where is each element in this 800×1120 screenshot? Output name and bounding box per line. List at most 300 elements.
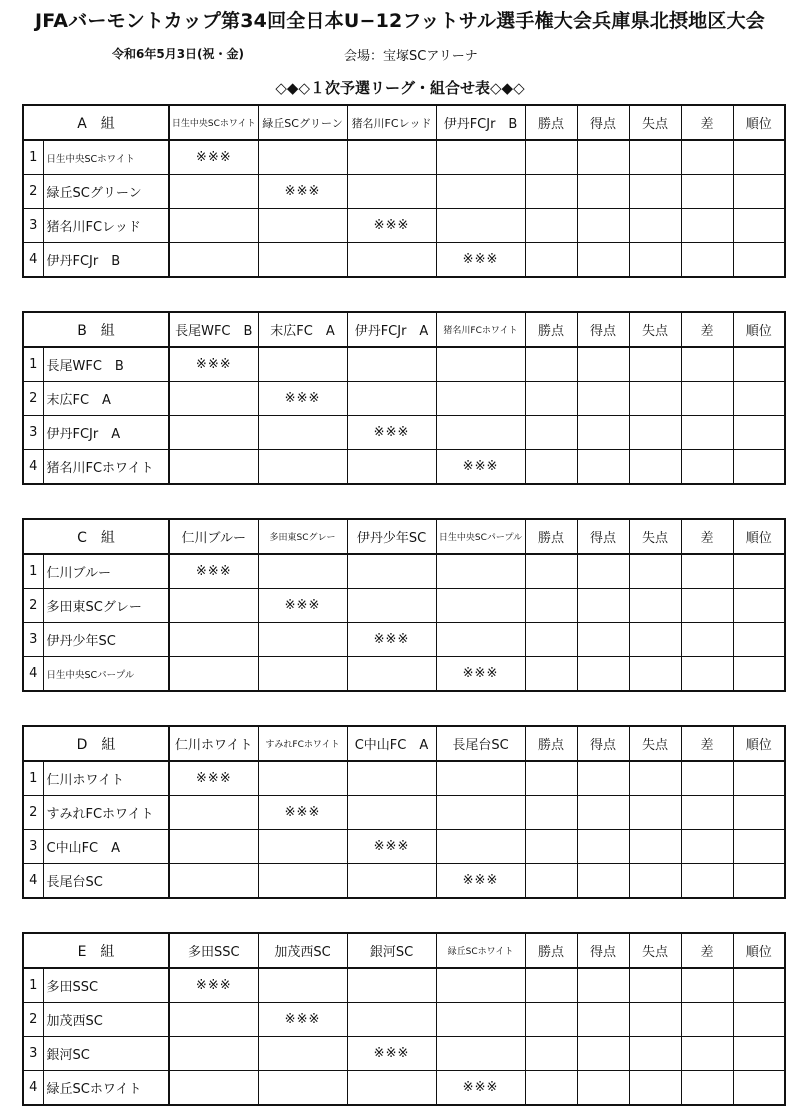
stat-cell [629, 140, 681, 175]
result-cell [258, 1071, 347, 1106]
stat-cell [629, 864, 681, 899]
stat-header: 得点 [577, 519, 629, 554]
stat-header: 勝点 [525, 933, 577, 968]
diagonal-mark: ※※※ [258, 382, 347, 416]
stat-cell [733, 623, 785, 657]
stat-cell [629, 175, 681, 209]
team-number: 3 [23, 623, 43, 657]
result-cell [258, 761, 347, 796]
stat-cell [525, 1037, 577, 1071]
result-cell [347, 243, 436, 278]
stat-cell [681, 657, 733, 692]
table-row [23, 347, 785, 382]
result-cell [436, 382, 525, 416]
team-name: 仁川ブルー [43, 554, 169, 589]
diagonal-mark: ※※※ [258, 796, 347, 830]
stat-header: 勝点 [525, 519, 577, 554]
result-cell [347, 175, 436, 209]
stat-cell [525, 243, 577, 278]
table-row [23, 1003, 785, 1037]
team-name: 仁川ホワイト [43, 761, 169, 796]
stat-cell [577, 209, 629, 243]
stat-cell [681, 416, 733, 450]
diagonal-mark: ※※※ [169, 554, 258, 589]
table-row [23, 416, 785, 450]
stat-cell [733, 864, 785, 899]
stat-header: 失点 [629, 726, 681, 761]
result-cell [436, 416, 525, 450]
diagonal-mark: ※※※ [169, 140, 258, 175]
opponent-header: 伊丹FCJr A [347, 312, 436, 347]
stat-cell [577, 382, 629, 416]
team-number: 2 [23, 175, 43, 209]
stat-cell [525, 416, 577, 450]
opponent-header: 日生中央SCパープル [436, 519, 525, 554]
stat-cell [525, 657, 577, 692]
stat-cell [681, 1003, 733, 1037]
group-label: A 組 [23, 105, 169, 140]
stat-cell [733, 416, 785, 450]
stat-cell [733, 589, 785, 623]
stat-cell [525, 140, 577, 175]
stat-cell [525, 382, 577, 416]
stat-header: 差 [681, 312, 733, 347]
result-cell [169, 243, 258, 278]
result-cell [169, 175, 258, 209]
result-cell [258, 554, 347, 589]
opponent-header: 銀河SC [347, 933, 436, 968]
group-d-table [22, 725, 786, 899]
result-cell [169, 796, 258, 830]
result-cell [169, 589, 258, 623]
result-cell [169, 1071, 258, 1106]
result-cell [258, 830, 347, 864]
table-row [23, 864, 785, 899]
stat-cell [733, 243, 785, 278]
stat-cell [681, 864, 733, 899]
stat-cell [525, 968, 577, 1003]
stat-header: 勝点 [525, 726, 577, 761]
table-row [23, 623, 785, 657]
team-number: 3 [23, 830, 43, 864]
result-cell [347, 1003, 436, 1037]
stat-cell [681, 796, 733, 830]
stat-cell [577, 175, 629, 209]
team-number: 1 [23, 554, 43, 589]
result-cell [436, 175, 525, 209]
stat-header: 順位 [733, 519, 785, 554]
team-number: 4 [23, 450, 43, 485]
stat-cell [681, 347, 733, 382]
team-number: 2 [23, 796, 43, 830]
team-name: 日生中央SCパープル [43, 657, 169, 692]
opponent-header: 猪名川FCレッド [347, 105, 436, 140]
result-cell [347, 554, 436, 589]
group-header-row [23, 312, 785, 347]
result-cell [347, 761, 436, 796]
opponent-header: 緑丘SCグリーン [258, 105, 347, 140]
result-cell [347, 864, 436, 899]
team-number: 1 [23, 761, 43, 796]
stat-cell [577, 347, 629, 382]
event-venue: 会場：宝塚SCアリーナ [344, 49, 478, 64]
group-header-row [23, 726, 785, 761]
diagonal-mark: ※※※ [436, 864, 525, 899]
stat-cell [525, 623, 577, 657]
team-name: C中山FC A [43, 830, 169, 864]
stat-cell [733, 382, 785, 416]
result-cell [169, 1037, 258, 1071]
diagonal-mark: ※※※ [258, 175, 347, 209]
stat-cell [733, 761, 785, 796]
result-cell [258, 1037, 347, 1071]
stat-cell [629, 968, 681, 1003]
team-name: すみれFCホワイト [43, 796, 169, 830]
team-number: 4 [23, 864, 43, 899]
team-name: 銀河SC [43, 1037, 169, 1071]
result-cell [258, 209, 347, 243]
team-name: 猪名川FCレッド [43, 209, 169, 243]
team-number: 1 [23, 140, 43, 175]
group-e-table [22, 932, 786, 1106]
result-cell [169, 657, 258, 692]
stat-header: 失点 [629, 933, 681, 968]
stat-cell [733, 175, 785, 209]
group-b-table [22, 311, 786, 485]
diagonal-mark: ※※※ [347, 623, 436, 657]
team-number: 3 [23, 416, 43, 450]
team-name: 多田SSC [43, 968, 169, 1003]
result-cell [258, 657, 347, 692]
stat-cell [629, 1071, 681, 1106]
table-row [23, 589, 785, 623]
stat-header: 得点 [577, 312, 629, 347]
diagonal-mark: ※※※ [258, 1003, 347, 1037]
diagonal-mark: ※※※ [169, 968, 258, 1003]
result-cell [169, 382, 258, 416]
stat-cell [577, 864, 629, 899]
table-row [23, 554, 785, 589]
stat-cell [733, 1003, 785, 1037]
team-name: 伊丹FCJr A [43, 416, 169, 450]
stat-cell [733, 450, 785, 485]
diagonal-mark: ※※※ [347, 416, 436, 450]
table-row [23, 450, 785, 485]
result-cell [347, 968, 436, 1003]
opponent-header: 末広FC A [258, 312, 347, 347]
stat-cell [525, 554, 577, 589]
stat-cell [629, 1037, 681, 1071]
stat-cell [577, 623, 629, 657]
team-name: 緑丘SCホワイト [43, 1071, 169, 1106]
opponent-header: 伊丹FCJr B [436, 105, 525, 140]
team-number: 4 [23, 1071, 43, 1106]
team-number: 3 [23, 1037, 43, 1071]
group-header-row [23, 519, 785, 554]
table-row [23, 761, 785, 796]
result-cell [347, 347, 436, 382]
team-number: 4 [23, 657, 43, 692]
team-number: 2 [23, 589, 43, 623]
result-cell [436, 1037, 525, 1071]
result-cell [169, 209, 258, 243]
team-number: 2 [23, 382, 43, 416]
result-cell [347, 1071, 436, 1106]
group-a-table [22, 104, 786, 278]
stat-cell [629, 761, 681, 796]
stat-cell [525, 589, 577, 623]
stat-cell [629, 382, 681, 416]
opponent-header: 多田東SCグレー [258, 519, 347, 554]
group-label: D 組 [23, 726, 169, 761]
result-cell [258, 623, 347, 657]
stat-cell [733, 968, 785, 1003]
result-cell [347, 140, 436, 175]
result-cell [258, 450, 347, 485]
stat-header: 差 [681, 726, 733, 761]
result-cell [436, 830, 525, 864]
stat-header: 順位 [733, 105, 785, 140]
table-row [23, 968, 785, 1003]
stat-cell [733, 554, 785, 589]
table-row [23, 796, 785, 830]
table-row [23, 1037, 785, 1071]
stat-cell [629, 830, 681, 864]
stat-cell [577, 761, 629, 796]
table-row [23, 830, 785, 864]
stat-cell [733, 1037, 785, 1071]
stat-cell [681, 589, 733, 623]
stat-cell [577, 657, 629, 692]
opponent-header: 長尾台SC [436, 726, 525, 761]
result-cell [169, 623, 258, 657]
stat-cell [577, 796, 629, 830]
diagonal-mark: ※※※ [436, 243, 525, 278]
stat-cell [681, 382, 733, 416]
stat-cell [681, 623, 733, 657]
stat-cell [577, 243, 629, 278]
opponent-header: 加茂西SC [258, 933, 347, 968]
opponent-header: すみれFCホワイト [258, 726, 347, 761]
stat-cell [681, 830, 733, 864]
team-name: 加茂西SC [43, 1003, 169, 1037]
team-name: 日生中央SCホワイト [43, 140, 169, 175]
stat-cell [681, 175, 733, 209]
stat-cell [577, 589, 629, 623]
stat-cell [577, 140, 629, 175]
stat-cell [525, 450, 577, 485]
stat-cell [577, 554, 629, 589]
stat-cell [525, 175, 577, 209]
stat-cell [629, 243, 681, 278]
table-row [23, 243, 785, 278]
result-cell [169, 864, 258, 899]
result-cell [258, 416, 347, 450]
result-cell [436, 796, 525, 830]
result-cell [436, 554, 525, 589]
stat-cell [525, 796, 577, 830]
result-cell [436, 968, 525, 1003]
stat-cell [681, 554, 733, 589]
stat-cell [681, 968, 733, 1003]
result-cell [169, 1003, 258, 1037]
result-cell [258, 243, 347, 278]
result-cell [169, 450, 258, 485]
group-label: E 組 [23, 933, 169, 968]
stat-cell [577, 1071, 629, 1106]
team-number: 1 [23, 968, 43, 1003]
stat-cell [629, 209, 681, 243]
stat-cell [525, 830, 577, 864]
team-name: 末広FC A [43, 382, 169, 416]
result-cell [347, 450, 436, 485]
stat-cell [629, 657, 681, 692]
opponent-header: 仁川ホワイト [169, 726, 258, 761]
table-row [23, 382, 785, 416]
stat-cell [681, 1071, 733, 1106]
stat-header: 差 [681, 519, 733, 554]
opponent-header: 仁川ブルー [169, 519, 258, 554]
result-cell [436, 623, 525, 657]
stat-cell [629, 623, 681, 657]
team-number: 3 [23, 209, 43, 243]
stat-cell [681, 209, 733, 243]
stat-cell [733, 796, 785, 830]
stat-header: 差 [681, 105, 733, 140]
stat-header: 差 [681, 933, 733, 968]
opponent-header: 多田SSC [169, 933, 258, 968]
stat-cell [681, 1037, 733, 1071]
group-c-table [22, 518, 786, 692]
stat-cell [525, 761, 577, 796]
team-number: 2 [23, 1003, 43, 1037]
diagonal-mark: ※※※ [347, 830, 436, 864]
stat-cell [525, 1071, 577, 1106]
diagonal-mark: ※※※ [258, 589, 347, 623]
stat-cell [629, 1003, 681, 1037]
result-cell [436, 347, 525, 382]
stat-cell [629, 416, 681, 450]
result-cell [347, 796, 436, 830]
stat-cell [525, 1003, 577, 1037]
stat-cell [629, 347, 681, 382]
diagonal-mark: ※※※ [436, 450, 525, 485]
stat-cell [629, 450, 681, 485]
team-name: 多田東SCグレー [43, 589, 169, 623]
team-name: 緑丘SCグリーン [43, 175, 169, 209]
stat-cell [525, 864, 577, 899]
stat-header: 勝点 [525, 312, 577, 347]
group-header-row [23, 105, 785, 140]
stat-cell [577, 968, 629, 1003]
stat-cell [525, 347, 577, 382]
diagonal-mark: ※※※ [436, 1071, 525, 1106]
stat-cell [629, 796, 681, 830]
result-cell [347, 657, 436, 692]
result-cell [436, 209, 525, 243]
opponent-header: 猪名川FCホワイト [436, 312, 525, 347]
result-cell [436, 140, 525, 175]
diagonal-mark: ※※※ [347, 1037, 436, 1071]
team-name: 伊丹FCJr B [43, 243, 169, 278]
table-row [23, 657, 785, 692]
opponent-header: 伊丹少年SC [347, 519, 436, 554]
team-name: 伊丹少年SC [43, 623, 169, 657]
result-cell [169, 830, 258, 864]
result-cell [347, 382, 436, 416]
group-label: B 組 [23, 312, 169, 347]
team-name: 長尾台SC [43, 864, 169, 899]
result-cell [169, 416, 258, 450]
result-cell [258, 140, 347, 175]
opponent-header: 長尾WFC B [169, 312, 258, 347]
table-row [23, 1071, 785, 1106]
stat-cell [577, 1037, 629, 1071]
stat-cell [681, 450, 733, 485]
stat-cell [733, 209, 785, 243]
team-number: 4 [23, 243, 43, 278]
result-cell [436, 1003, 525, 1037]
stat-cell [733, 347, 785, 382]
stat-header: 順位 [733, 726, 785, 761]
stat-cell [629, 554, 681, 589]
stat-cell [577, 830, 629, 864]
stat-header: 得点 [577, 726, 629, 761]
stat-cell [525, 209, 577, 243]
diagonal-mark: ※※※ [169, 347, 258, 382]
stat-cell [733, 1071, 785, 1106]
stat-cell [733, 140, 785, 175]
stat-cell [629, 589, 681, 623]
team-name: 長尾WFC B [43, 347, 169, 382]
stat-cell [577, 416, 629, 450]
section-subtitle: ◇◆◇１次予選リーグ・組合せ表◇◆◇ [275, 79, 525, 97]
stat-cell [681, 243, 733, 278]
stat-header: 順位 [733, 312, 785, 347]
group-label: C 組 [23, 519, 169, 554]
team-name: 猪名川FCホワイト [43, 450, 169, 485]
stat-header: 失点 [629, 312, 681, 347]
stat-header: 勝点 [525, 105, 577, 140]
stat-header: 失点 [629, 105, 681, 140]
result-cell [436, 761, 525, 796]
diagonal-mark: ※※※ [436, 657, 525, 692]
page-title: JFAバーモントカップ第34回全日本U−12フットサル選手権大会兵庫県北摂地区大会 [35, 10, 765, 32]
table-row [23, 175, 785, 209]
result-cell [258, 347, 347, 382]
table-row [23, 140, 785, 175]
result-cell [258, 968, 347, 1003]
result-cell [258, 864, 347, 899]
stat-cell [681, 140, 733, 175]
diagonal-mark: ※※※ [347, 209, 436, 243]
group-header-row [23, 933, 785, 968]
event-date: 令和6年5月3日(祝・金) [112, 47, 245, 61]
stat-cell [733, 830, 785, 864]
opponent-header: 日生中央SCホワイト [169, 105, 258, 140]
stat-header: 失点 [629, 519, 681, 554]
stat-cell [681, 761, 733, 796]
stat-cell [577, 450, 629, 485]
stat-header: 得点 [577, 105, 629, 140]
stat-cell [577, 1003, 629, 1037]
stat-header: 得点 [577, 933, 629, 968]
opponent-header: 緑丘SCホワイト [436, 933, 525, 968]
result-cell [347, 589, 436, 623]
result-cell [436, 589, 525, 623]
table-row [23, 209, 785, 243]
stat-cell [733, 657, 785, 692]
